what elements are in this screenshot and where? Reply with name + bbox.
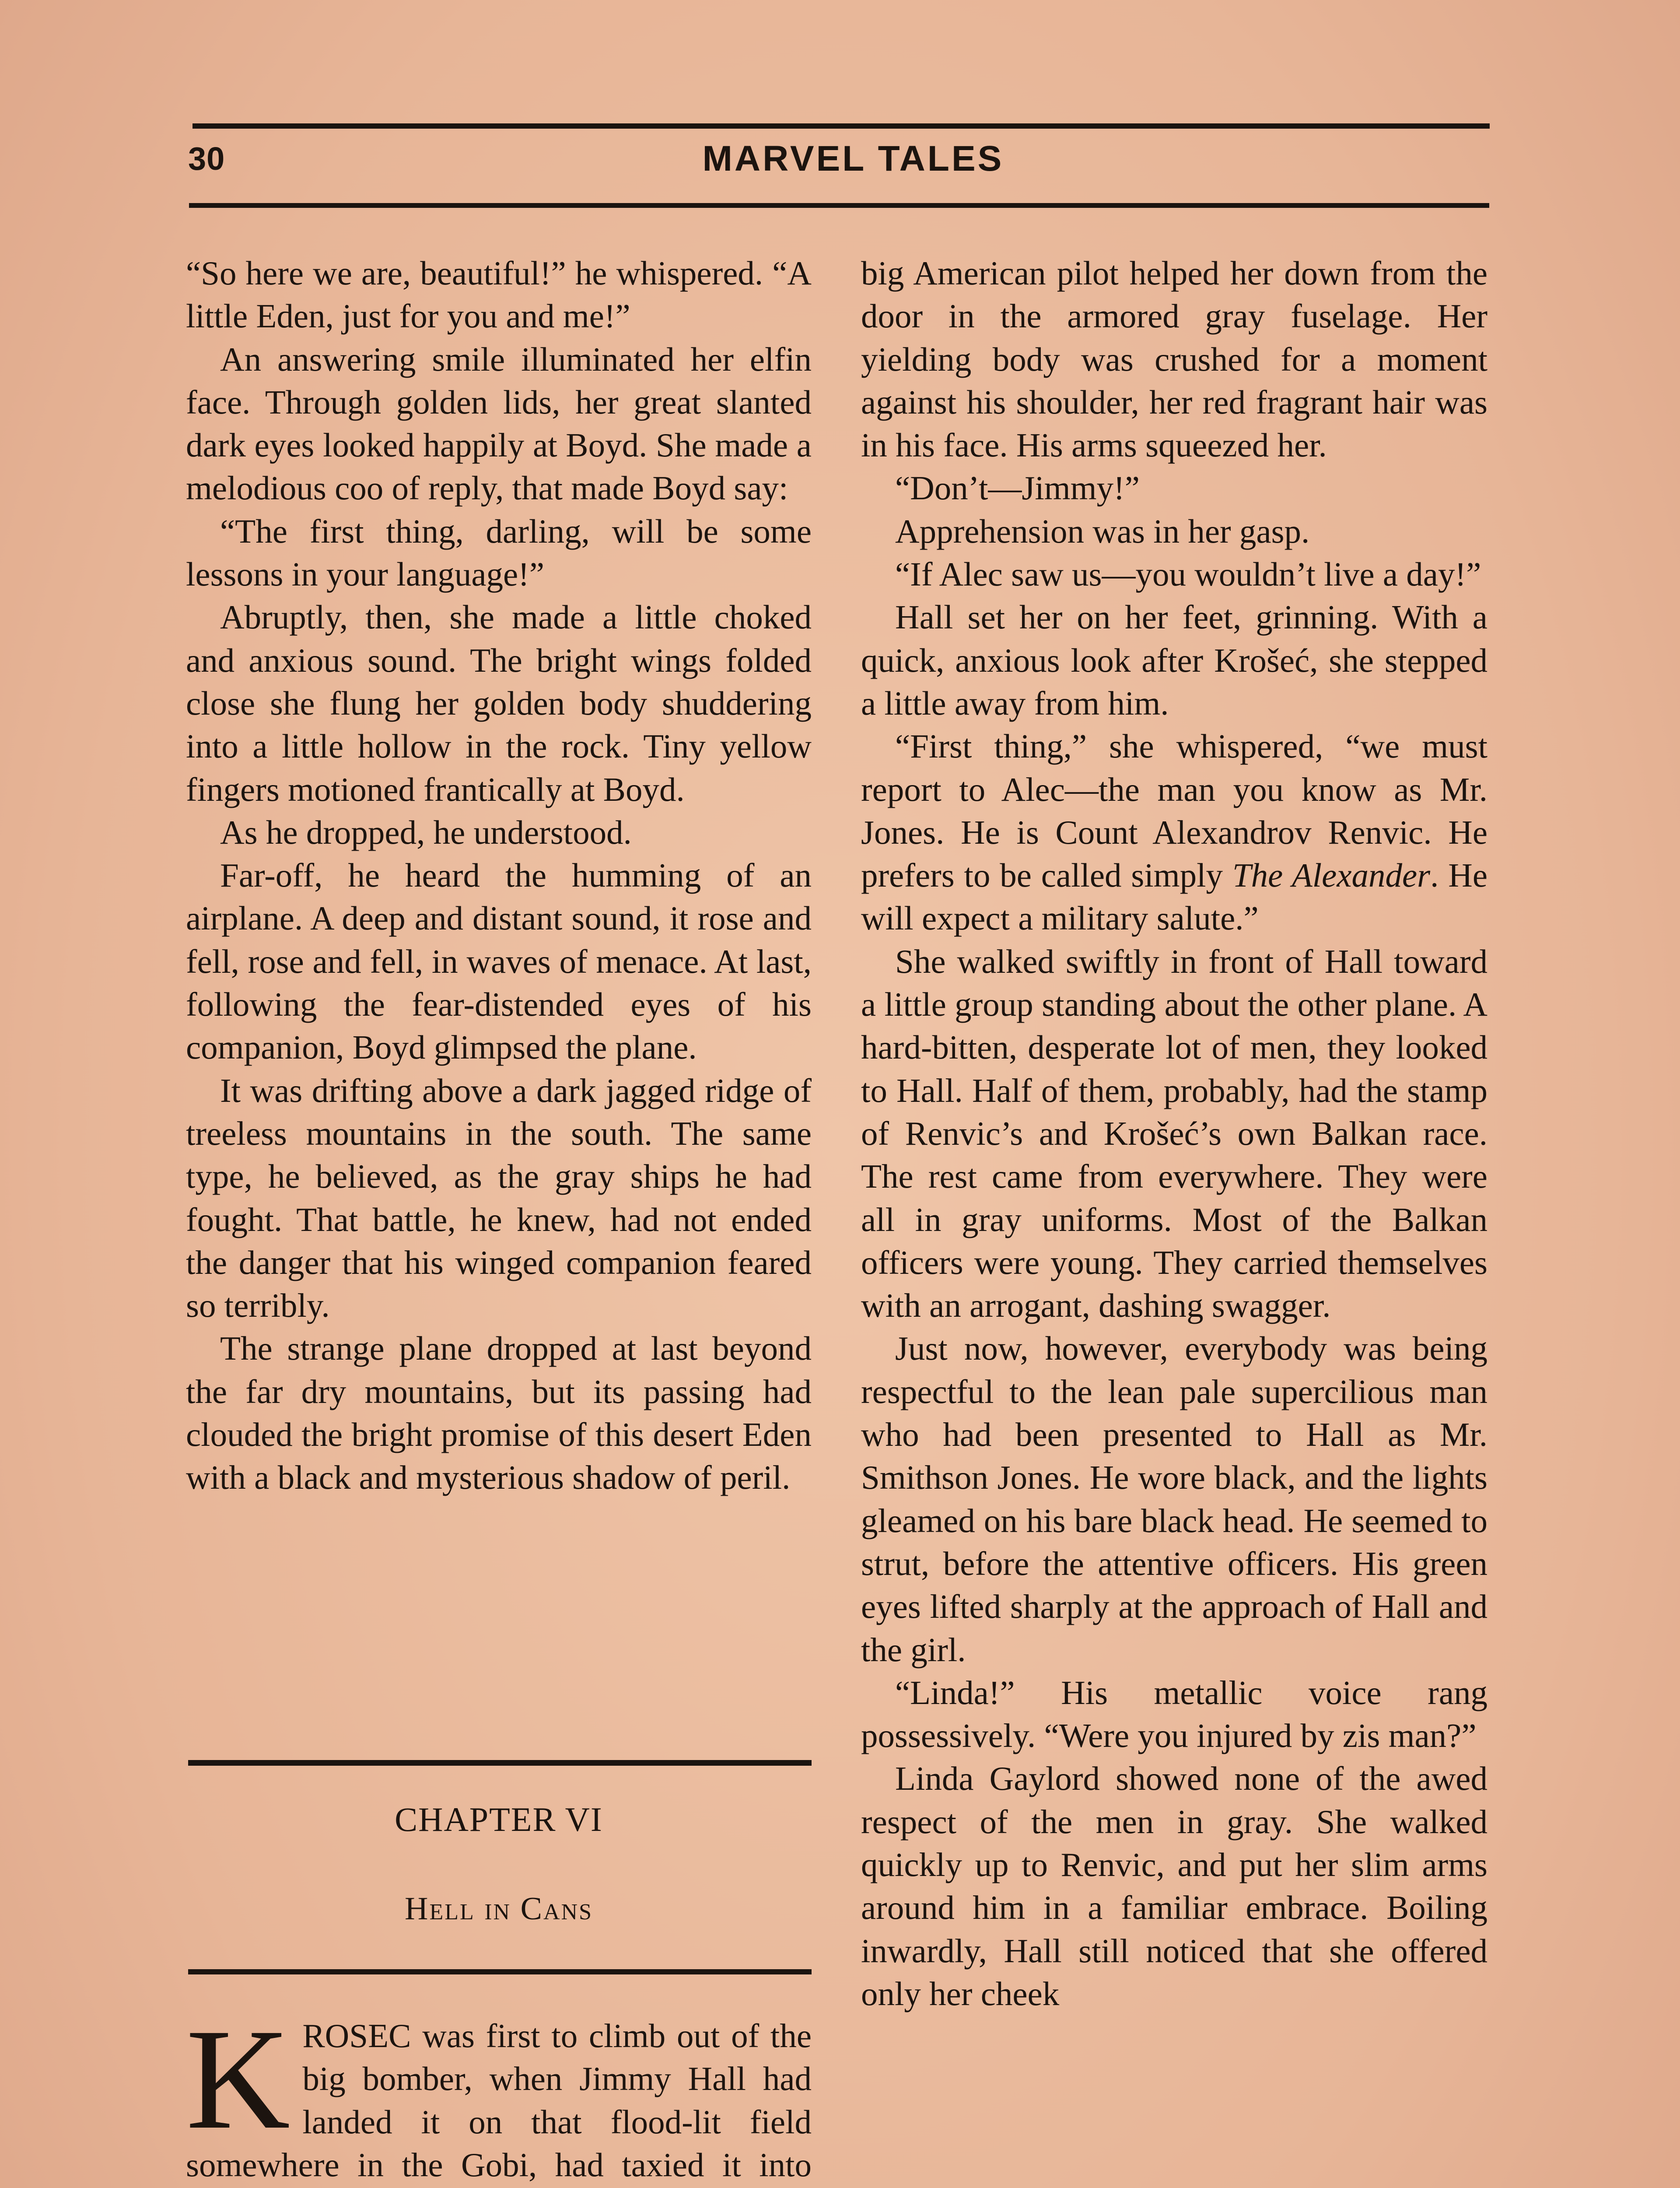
- right-column: [861, 252, 1488, 2015]
- paragraph: “So here we are, beautiful!” he whispered. “A little Eden, just for you and me!”: [186, 254, 812, 335]
- page-number: 30: [188, 140, 225, 177]
- paragraph: It was drifting above a dark jagged ridge of treeless mountains in the south. The same type, he believed, as the gray ships he had fought. That battle, he knew, had not ended the danger that his winged companion feared so terribly.: [186, 1071, 812, 1325]
- paragraph: Abruptly, then, she made a little choked and anxious sound. The bright wings folded close she flung her golden body shuddering into a little hollow in the rock. Tiny yellow fingers motioned frantically at Boyd.: [186, 598, 812, 808]
- opening-text: ROSEC was first to climb out of the big bomber, when Jimmy Hall had landed it on that flood-lit field somewhere in the Gobi, had taxied it into: [186, 2017, 812, 2184]
- chapter-top-rule: [188, 1760, 812, 1766]
- paragraph: An answering smile illuminated her elfin face. Through golden lids, her great slanted dark eyes looked happily at Boyd. She made a melodious coo of reply, that made Boyd say:: [186, 340, 812, 507]
- chapter-heading: CHAPTER VI: [395, 1800, 603, 1838]
- chapter-title: Hell in Cans: [405, 1891, 593, 1927]
- paragraph: Just now, however, everybody was being respectful to the lean pale supercilious man who had been presented to Hall as Mr. Smithson Jones. He wore black, and the lights gleamed on his bare black head. He seemed to strut, before the attentive officers. His green eyes lifted sharply at the approach of Hall and the girl.: [861, 1329, 1488, 1669]
- paragraph: “Don’t—Jimmy!”: [895, 469, 1140, 507]
- chapter-bottom-rule: [188, 1969, 812, 1974]
- paragraph: Hall set her on her feet, grinning. With a quick, anxious look after Krošeć, she stepped a little away from him.: [861, 598, 1488, 722]
- paragraph: As he dropped, he understood.: [220, 813, 632, 851]
- header-bottom-rule: [189, 203, 1489, 208]
- paragraph: She walked swiftly in front of Hall toward a little group standing about the other plane. A hard-bitten, desperate lot of men, they looked to Hall. Half of them, probably, had the stamp of Renvic’s and Krošeć’s own Balkan race. The rest came from everywhere. They were all in gray uniforms. Most of the Balkan officers were young. They carried themselves with an arrogant, dashing swagger.: [861, 942, 1488, 1325]
- text-run: . He will expect a military salute.”: [861, 856, 1488, 937]
- left-column: [186, 252, 812, 1499]
- paragraph: “The first thing, darling, will be some lessons in your language!”: [186, 512, 812, 593]
- header-top-rule: [192, 123, 1490, 129]
- paragraph: Apprehension was in her gasp.: [895, 512, 1310, 550]
- paragraph-continued: big American pilot helped her down from the door in the armored gray fuselage. Her yielding body was crushed for a moment against his shoulder, her red fragrant hair was in his face. His arms squeezed her.: [861, 254, 1488, 464]
- paragraph: Far-off, he heard the humming of an airplane. A deep and distant sound, it rose and fell, rose and fell, in waves of menace. At last, following the fear-distended eyes of his companion, Boyd glimpsed the plane.: [186, 856, 812, 1066]
- magazine-title: MARVEL TALES: [702, 139, 1004, 179]
- paragraph: “Linda!” His metallic voice rang possessively. “Were you injured by zis man?”: [861, 1673, 1488, 1755]
- text-run: “First thing,” she whispered, “we must report to Alec—the man you know as Mr. Jones. He is Count Alexandrov Renvic. He prefers to be called simply: [861, 727, 1488, 894]
- paragraph: “If Alec saw us—you wouldn’t live a day!”: [895, 555, 1481, 593]
- drop-cap: K: [186, 1999, 290, 2159]
- paragraph: Linda Gaylord showed none of the awed respect of the men in gray. She walked quickly up to Renvic, and put her slim arms around him in a familiar embrace. Boiling inwardly, Hall still noticed that she offered only her cheek: [861, 1760, 1488, 2013]
- paragraph: The strange plane dropped at last beyond the far dry mountains, but its passing had clouded the bright promise of this desert Eden with a black and mysterious shadow of peril.: [186, 1329, 812, 1497]
- paragraph: [861, 725, 1488, 940]
- opening-paragraph: [186, 1999, 812, 2188]
- italic-text: The Alexander: [1232, 856, 1431, 894]
- chapter-opening: [186, 1999, 812, 2188]
